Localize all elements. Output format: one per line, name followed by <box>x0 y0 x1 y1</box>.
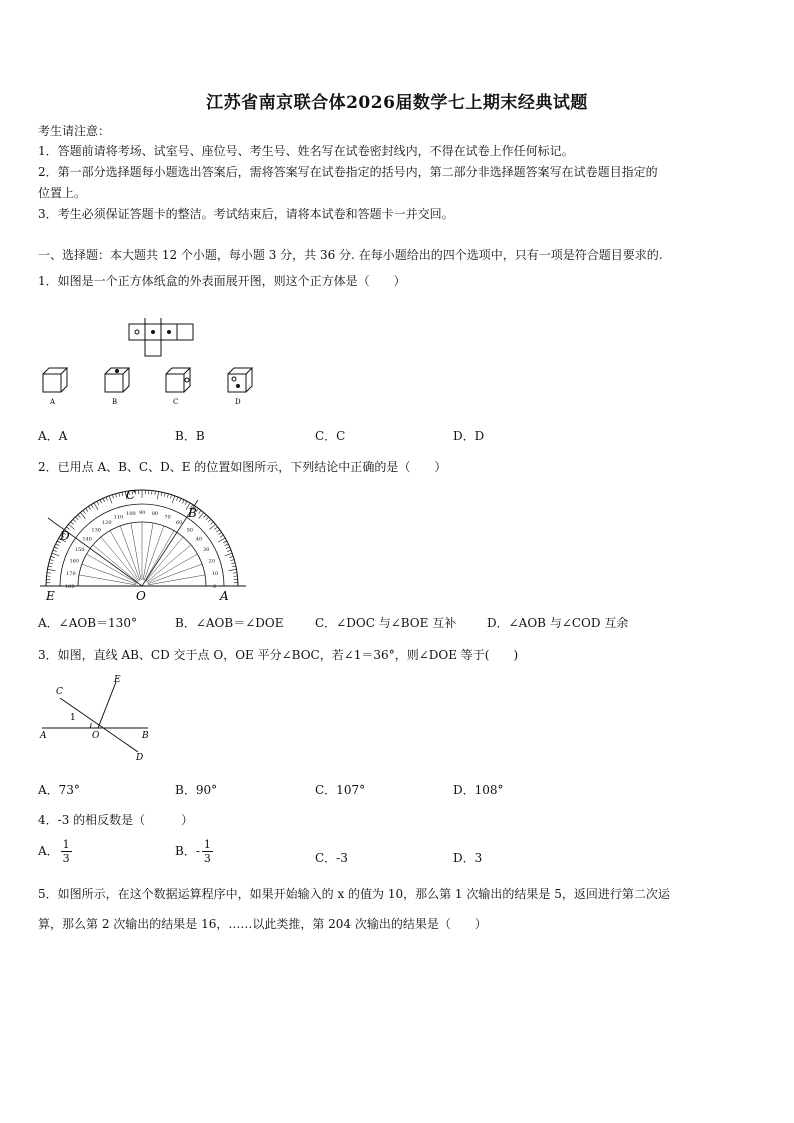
notice-heading: 考生请注意： <box>38 124 111 138</box>
choice-prefix: A． <box>38 844 59 858</box>
protractor-tick <box>210 522 213 525</box>
protractor-tick <box>86 508 88 511</box>
protractor-tick <box>97 501 99 505</box>
protractor-tick <box>233 573 237 574</box>
choice-d[interactable]: D．3 <box>453 851 483 865</box>
choice-a[interactable]: A．∠AOB＝130° <box>38 616 137 630</box>
protractor-tick <box>161 492 162 496</box>
protractor-scale-number: 90 <box>139 510 146 516</box>
protractor-tick <box>119 493 120 497</box>
protractor-tick <box>106 497 107 501</box>
protractor-scale-number: 20 <box>208 558 215 565</box>
protractor-tick <box>50 560 54 561</box>
protractor-ray <box>79 575 136 585</box>
protractor-tick <box>100 500 102 504</box>
protractor-tick <box>94 503 98 510</box>
notice-item: 位置上。 <box>38 186 87 200</box>
notice-item: 2．第一部分选择题每小题选出答案后，需将答案写在试卷指定的括号内，第二部分非选择题答案写在试卷题目指定的 <box>38 165 658 179</box>
section-heading: 一、选择题：本大题共 12 个小题，每小题 3 分，共 36 分. 在每小题给出的四个选项中，只有一项是符合题目要求的. <box>38 248 663 262</box>
choice-a[interactable]: A．73° <box>38 783 80 797</box>
protractor-scale-number: 40 <box>195 536 203 543</box>
protractor-tick <box>71 522 74 525</box>
protractor-tick <box>216 530 219 532</box>
protractor-ray <box>147 545 191 582</box>
protractor-tick <box>208 519 211 522</box>
choice-c[interactable]: C．∠DOC 与∠BOE 互补 <box>315 616 457 630</box>
protractor-scale-number: 0 <box>213 584 217 590</box>
protractor-ray <box>131 523 141 580</box>
intersecting-lines-figure <box>36 672 166 768</box>
protractor-figure <box>38 482 256 604</box>
protractor-tick <box>218 532 221 534</box>
protractor-tick <box>83 510 85 513</box>
choice-b[interactable] <box>175 838 215 865</box>
point-label-d: D <box>60 529 70 543</box>
option-figure-label: C <box>173 398 179 406</box>
point-label-o: O <box>136 589 146 603</box>
fraction: $\frac{1}{3}$ <box>62 838 70 865</box>
option-figure-label: B <box>112 398 118 406</box>
protractor-tick <box>109 496 112 504</box>
option-figure-label: A <box>50 398 56 406</box>
protractor-scale-number: 80 <box>151 511 159 518</box>
protractor-tick <box>223 541 227 543</box>
protractor-tick <box>229 569 237 570</box>
protractor-tick <box>164 493 165 497</box>
protractor-tick <box>225 553 233 556</box>
notice-item: 1．答题前请将考场、试室号、座位号、考生号、姓名写在试卷密封线内，不得在试卷上作任何标记。 <box>38 144 574 158</box>
label-angle-1: 1 <box>70 713 76 723</box>
protractor-tick <box>232 566 236 567</box>
choice-d[interactable]: D．∠AOB 与∠COD 互余 <box>487 616 629 630</box>
protractor-tick <box>112 495 113 499</box>
protractor-tick <box>51 556 55 557</box>
choice-d[interactable]: D．108° <box>453 783 504 797</box>
protractor-tick <box>47 569 55 570</box>
choice-c[interactable]: C．-3 <box>315 851 348 865</box>
protractor-tick <box>78 515 81 518</box>
protractor-tick <box>172 496 175 504</box>
protractor-tick <box>47 573 51 574</box>
point-label-c: C <box>126 488 136 502</box>
protractor-tick <box>116 494 117 498</box>
protractor-tick <box>53 550 57 551</box>
cube-net-figure <box>125 318 197 358</box>
protractor-tick <box>199 512 204 518</box>
protractor-tick <box>227 550 231 551</box>
protractor-tick <box>80 512 85 518</box>
protractor-scale-number: 110 <box>113 514 124 521</box>
protractor-tick <box>56 544 60 546</box>
protractor-scale-number: 100 <box>126 511 136 518</box>
protractor-scale-number: 140 <box>82 536 92 543</box>
protractor-scale-number: 30 <box>203 547 210 553</box>
protractor-tick <box>170 495 171 499</box>
protractor-scale-number: 120 <box>102 519 112 526</box>
protractor-scale-number: 150 <box>74 547 85 553</box>
protractor-tick <box>230 560 234 561</box>
protractor-tick <box>218 538 225 542</box>
protractor-tick <box>206 517 209 520</box>
protractor-tick <box>73 519 76 522</box>
protractor-tick <box>122 492 123 496</box>
protractor-ray <box>101 537 138 581</box>
point-label-a: A <box>220 589 229 603</box>
choice-b[interactable]: B．B <box>175 429 205 443</box>
choice-d[interactable]: D．D <box>453 429 485 443</box>
protractor-scale-number: 60 <box>176 519 183 526</box>
protractor-ray <box>93 545 137 582</box>
protractor-tick <box>179 498 181 502</box>
protractor-scale-number: 10 <box>211 571 219 578</box>
label-o: O <box>92 731 100 741</box>
choice-a[interactable] <box>38 838 74 865</box>
choice-c[interactable]: C．C <box>315 429 346 443</box>
protractor-tick <box>157 491 158 499</box>
protractor-tick <box>214 527 217 529</box>
protractor-scale-number: 160 <box>69 558 80 565</box>
protractor-ray <box>146 537 183 581</box>
choice-a[interactable]: A．A <box>38 429 68 443</box>
cube-options-figure <box>38 362 268 410</box>
point-label-e: E <box>46 589 55 603</box>
option-figure-label: D <box>235 398 241 406</box>
protractor-tick <box>167 494 168 498</box>
protractor-ray <box>148 575 205 585</box>
protractor-scale-number: 50 <box>186 527 193 534</box>
protractor-scale-number: 170 <box>66 571 76 578</box>
protractor-scale-number: 180 <box>65 584 75 590</box>
question-5-line1: 5．如图所示，在这个数据运算程序中，如果开始输入的 x 的值为 10，那么第 1 次输出的结果是 5，返回进行第二次运 <box>38 887 670 901</box>
protractor-tick <box>182 500 184 504</box>
notice-item: 3．考生必须保证答题卡的整洁。考试结束后，请将本试卷和答题卡一并交回。 <box>38 207 454 221</box>
protractor-tick <box>48 566 52 567</box>
question-4-stem: 4．-3 的相反数是（ ） <box>38 813 194 827</box>
protractor-tick <box>185 501 187 505</box>
protractor-tick <box>91 505 93 508</box>
fraction: $\frac{1}{3}$ <box>203 838 211 865</box>
protractor-tick <box>231 563 235 564</box>
label-a: A <box>40 731 47 741</box>
protractor-tick <box>220 535 223 537</box>
point-label-b: B <box>188 506 197 520</box>
choice-prefix: B．- <box>175 844 200 858</box>
label-b: B <box>142 731 149 741</box>
label-d: D <box>136 753 144 763</box>
protractor-tick <box>209 524 215 529</box>
protractor-tick <box>52 553 60 556</box>
page-title: 江苏省南京联合体2026届数学七上期末经典试题 <box>206 93 588 113</box>
question-1-stem: 1．如图是一个正方体纸盒的外表面展开图，则这个正方体是（ ） <box>38 274 406 288</box>
protractor-tick <box>176 497 177 501</box>
protractor-tick <box>88 506 90 509</box>
choice-b[interactable]: B．90° <box>175 783 218 797</box>
protractor-tick <box>155 491 156 495</box>
question-5-line2: 算，那么第 2 次输出的结果是 16，……以此类推，第 204 次输出的结果是（ ） <box>38 917 487 931</box>
protractor-tick <box>49 563 53 564</box>
choice-b[interactable]: B．∠AOB＝∠DOE <box>175 616 284 630</box>
protractor-tick <box>229 556 233 557</box>
choice-c[interactable]: C．107° <box>315 783 366 797</box>
label-e: E <box>114 675 121 685</box>
protractor-tick <box>103 498 105 502</box>
label-c: C <box>56 687 63 697</box>
protractor-tick <box>199 510 201 513</box>
protractor-tick <box>226 547 230 549</box>
protractor-tick <box>54 547 58 549</box>
question-2-stem: 2．已用点 A、B、C、D、E 的位置如图所示，下列结论中正确的是（ ） <box>38 460 447 474</box>
protractor-scale-number: 130 <box>91 527 101 534</box>
protractor-scale-number: 70 <box>164 514 171 521</box>
question-3-stem: 3．如图，直线 AB、CD 交于点 O，OE 平分∠BOC，若∠1＝36°，则∠DOE 等于( ) <box>38 648 519 662</box>
protractor-tick <box>225 544 229 546</box>
protractor-tick <box>204 515 207 518</box>
protractor-tick <box>75 517 78 520</box>
